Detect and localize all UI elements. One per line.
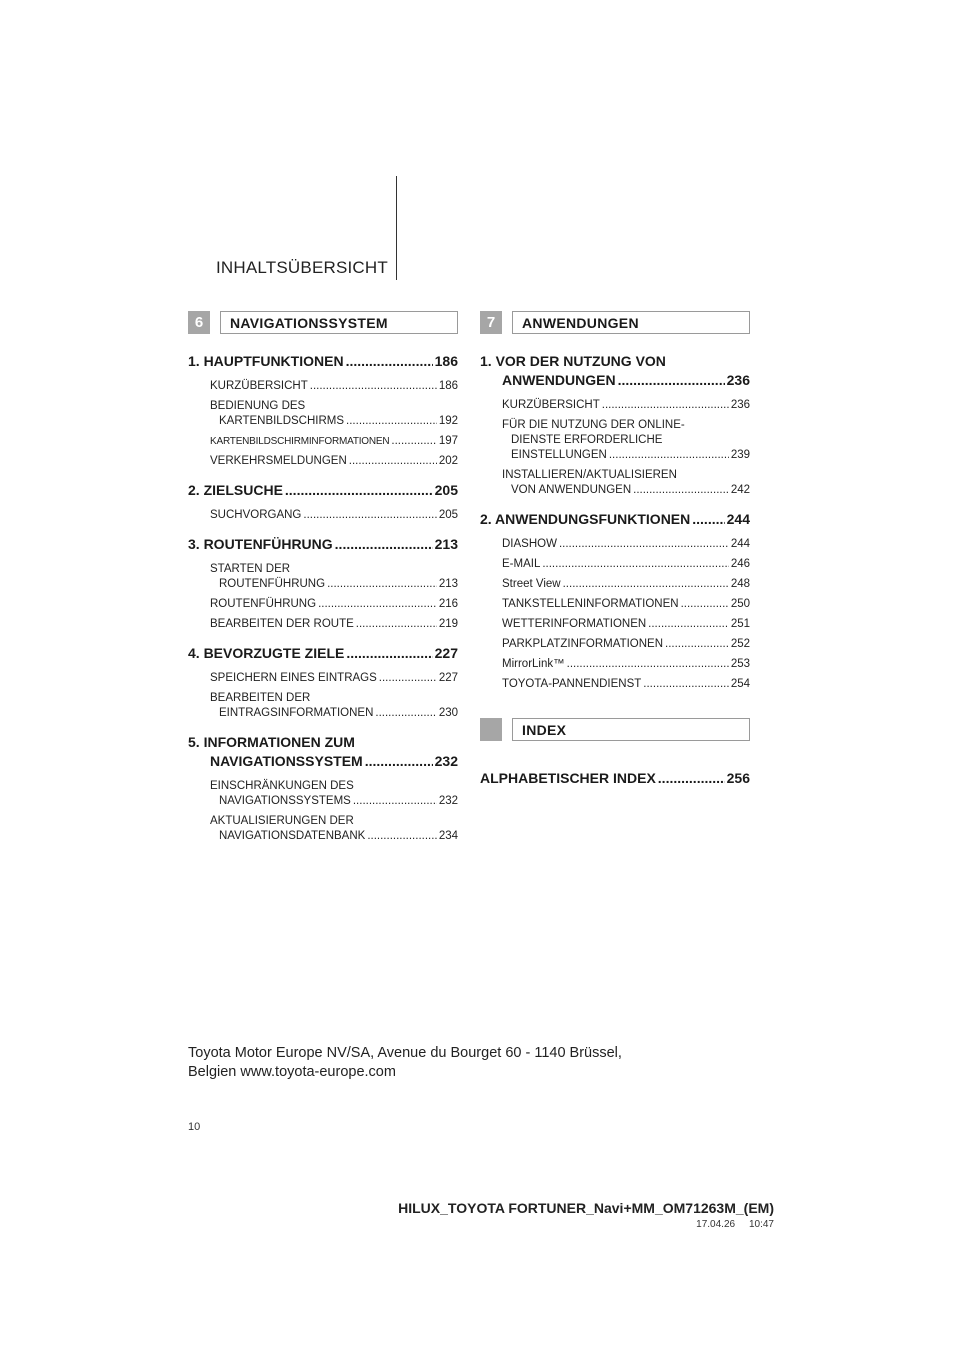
entry-page: 252 xyxy=(730,638,750,650)
chapter-page: 205 xyxy=(434,482,458,498)
entry-page: 230 xyxy=(438,707,458,719)
entry-page: 254 xyxy=(730,678,750,690)
chapter-title: 2. ANWENDUNGSFUNKTIONEN xyxy=(480,511,691,527)
section-header-applications xyxy=(480,311,750,334)
entry-title-line: EINSCHRÄNKUNGEN DES xyxy=(210,780,354,792)
toc-chapter[interactable] xyxy=(188,644,458,663)
leader-dots xyxy=(643,677,729,692)
chapter-page: 244 xyxy=(726,511,750,527)
leader-dots xyxy=(648,617,729,632)
entry-title: KARTENBILDSCHIRMS xyxy=(219,415,345,427)
page-header-title: INHALTSÜBERSICHT xyxy=(216,258,388,277)
entry-title: NAVIGATIONSDATENBANK xyxy=(219,830,366,842)
chapter-page: 236 xyxy=(726,372,750,388)
section-number-badge: 6 xyxy=(188,311,210,334)
toc-chapter[interactable] xyxy=(480,352,750,390)
entry-page: 205 xyxy=(438,509,458,521)
toc-entry[interactable] xyxy=(502,468,750,498)
chapter-title: ALPHABETISCHER INDEX xyxy=(480,770,656,786)
leader-dots xyxy=(356,617,437,632)
entry-page: 197 xyxy=(438,435,458,447)
toc-entry[interactable] xyxy=(502,637,750,652)
chapter-title: 4. BEVORZUGTE ZIELE xyxy=(188,645,345,661)
entry-title: KURZÜBERSICHT xyxy=(210,380,308,392)
leader-dots xyxy=(379,671,437,686)
entry-title: VERKEHRSMELDUNGEN xyxy=(210,455,347,467)
entry-title-line: AKTUALISIERUNGEN DER xyxy=(210,815,354,827)
entry-title: SPEICHERN EINES EINTRAGS xyxy=(210,672,377,684)
leader-dots xyxy=(310,379,437,394)
chapter-title: 3. ROUTENFÜHRUNG xyxy=(188,536,333,552)
section-number-badge xyxy=(480,718,502,741)
leader-dots xyxy=(365,752,433,771)
toc-entry[interactable] xyxy=(210,671,458,686)
toc-entry[interactable] xyxy=(502,557,750,572)
leader-dots xyxy=(391,434,436,449)
entry-title-line: FÜR DIE NUTZUNG DER ONLINE- xyxy=(502,419,685,431)
toc-entry[interactable] xyxy=(210,617,458,632)
document-id: HILUX_TOYOTA FORTUNER_Navi+MM_OM71263M_(EM) xyxy=(398,1200,774,1216)
chapter-title: ANWENDUNGEN xyxy=(502,372,616,388)
leader-dots xyxy=(349,454,437,469)
section-title[interactable]: NAVIGATIONSSYSTEM xyxy=(220,311,458,334)
chapter-title-line: 5. INFORMATIONEN ZUM xyxy=(188,734,355,750)
entry-title: TOYOTA-PANNENDIENST xyxy=(502,678,642,690)
entry-page: 186 xyxy=(438,380,458,392)
entry-title-line: BEDIENUNG DES xyxy=(210,400,306,412)
leader-dots xyxy=(285,481,433,500)
section-title[interactable]: ANWENDUNGEN xyxy=(512,311,750,334)
entry-page: 253 xyxy=(730,658,750,670)
entry-title-line: INSTALLIEREN/AKTUALISIEREN xyxy=(502,469,677,481)
entry-page: 213 xyxy=(438,578,458,590)
toc-column-applications xyxy=(480,311,750,788)
toc-chapter[interactable] xyxy=(480,769,750,788)
toc-entry[interactable] xyxy=(210,691,458,721)
entry-page: 244 xyxy=(730,538,750,550)
chapter-page: 232 xyxy=(434,753,458,769)
entry-title: WETTERINFORMATIONEN xyxy=(502,618,647,630)
publisher-info xyxy=(188,1044,622,1082)
entry-title: KARTENBILDSCHIRMINFORMATIONEN xyxy=(210,436,390,447)
toc-entry[interactable] xyxy=(210,454,458,469)
toc-entry[interactable] xyxy=(210,508,458,523)
entry-page: 232 xyxy=(438,795,458,807)
entry-page: 192 xyxy=(438,415,458,427)
leader-dots xyxy=(318,597,437,612)
toc-entry[interactable] xyxy=(502,418,750,463)
entry-title: MirrorLink™ xyxy=(502,658,565,670)
entry-title-line: DIENSTE ERFORDERLICHE xyxy=(511,434,663,446)
section-header-navigation xyxy=(188,311,458,334)
entry-title: TANKSTELLENINFORMATIONEN xyxy=(502,598,679,610)
toc-column-navigation xyxy=(188,311,458,849)
leader-dots xyxy=(542,557,728,572)
toc-entry[interactable] xyxy=(210,399,458,429)
page-number: 10 xyxy=(188,1121,201,1133)
header-divider xyxy=(396,176,397,280)
toc-chapter[interactable] xyxy=(188,535,458,554)
toc-chapter[interactable] xyxy=(480,510,750,529)
toc-chapter[interactable] xyxy=(188,733,458,771)
leader-dots xyxy=(681,597,729,612)
toc-chapter[interactable] xyxy=(188,352,458,371)
entry-page: 248 xyxy=(730,578,750,590)
entry-page: 242 xyxy=(730,484,750,496)
publisher-line: Belgien www.toyota-europe.com xyxy=(188,1064,396,1080)
entry-page: 236 xyxy=(730,399,750,411)
entry-page: 219 xyxy=(438,618,458,630)
leader-dots xyxy=(665,637,729,652)
toc-entry[interactable] xyxy=(502,597,750,612)
leader-dots xyxy=(658,769,725,788)
leader-dots xyxy=(375,706,436,721)
entry-page: 202 xyxy=(438,455,458,467)
leader-dots xyxy=(692,510,724,529)
entry-page: 239 xyxy=(730,449,750,461)
entry-title: DIASHOW xyxy=(502,538,557,550)
chapter-page: 213 xyxy=(434,536,458,552)
entry-title: EINTRAGSINFORMATIONEN xyxy=(219,707,374,719)
entry-page: 250 xyxy=(730,598,750,610)
entry-title: Street View xyxy=(502,578,561,590)
toc-entry[interactable] xyxy=(502,577,750,592)
document-timestamp: 17.04.26 10:47 xyxy=(696,1219,774,1230)
leader-dots xyxy=(559,537,729,552)
leader-dots xyxy=(567,657,729,672)
toc-entry[interactable] xyxy=(502,677,750,692)
toc-chapter[interactable] xyxy=(188,481,458,500)
leader-dots xyxy=(633,483,729,498)
chapter-title: NAVIGATIONSSYSTEM xyxy=(210,753,363,769)
toc-entry[interactable] xyxy=(210,434,458,449)
entry-title: PARKPLATZINFORMATIONEN xyxy=(502,638,664,650)
entry-title: VON ANWENDUNGEN xyxy=(511,484,632,496)
chapter-page: 227 xyxy=(434,645,458,661)
leader-dots xyxy=(563,577,729,592)
entry-page: 227 xyxy=(438,672,458,684)
chapter-page: 186 xyxy=(434,353,458,369)
toc-entry[interactable] xyxy=(210,814,458,844)
toc-entry[interactable] xyxy=(210,597,458,612)
entry-title: BEARBEITEN DER ROUTE xyxy=(210,618,354,630)
entry-title: ROUTENFÜHRUNG xyxy=(219,578,326,590)
entry-title: EINSTELLUNGEN xyxy=(511,449,607,461)
leader-dots xyxy=(353,794,437,809)
entry-title-line: STARTEN DER xyxy=(210,563,291,575)
entry-title: ROUTENFÜHRUNG xyxy=(210,598,317,610)
leader-dots xyxy=(367,829,436,844)
leader-dots xyxy=(618,371,725,390)
chapter-title: 1. HAUPTFUNKTIONEN xyxy=(188,353,344,369)
section-number-badge: 7 xyxy=(480,311,502,334)
toc-entry[interactable] xyxy=(502,617,750,632)
toc-entry[interactable] xyxy=(210,779,458,809)
chapter-title: 2. ZIELSUCHE xyxy=(188,482,283,498)
leader-dots xyxy=(609,448,729,463)
publisher-line: Toyota Motor Europe NV/SA, Avenue du Bourget 60 - 1140 Brüssel, xyxy=(188,1045,622,1061)
entry-title: SUCHVORGANG xyxy=(210,509,302,521)
entry-title: NAVIGATIONSSYSTEMS xyxy=(219,795,351,807)
leader-dots xyxy=(346,644,432,663)
leader-dots xyxy=(335,535,433,554)
leader-dots xyxy=(327,577,437,592)
leader-dots xyxy=(303,508,436,523)
toc-entry[interactable] xyxy=(210,562,458,592)
chapter-title-line: 1. VOR DER NUTZUNG VON xyxy=(480,353,666,369)
entry-page: 234 xyxy=(438,830,458,842)
entry-page: 251 xyxy=(730,618,750,630)
entry-title-line: BEARBEITEN DER xyxy=(210,692,311,704)
section-title[interactable]: INDEX xyxy=(512,718,750,741)
entry-page: 216 xyxy=(438,598,458,610)
leader-dots xyxy=(602,398,729,413)
toc-entry[interactable] xyxy=(502,398,750,413)
leader-dots xyxy=(346,352,433,371)
toc-entry[interactable] xyxy=(502,537,750,552)
toc-entry[interactable] xyxy=(502,657,750,672)
entry-title: KURZÜBERSICHT xyxy=(502,399,600,411)
entry-page: 246 xyxy=(730,558,750,570)
toc-entry[interactable] xyxy=(210,379,458,394)
chapter-page: 256 xyxy=(726,770,750,786)
section-header-index xyxy=(480,718,750,741)
leader-dots xyxy=(346,414,437,429)
entry-title: E-MAIL xyxy=(502,558,541,570)
